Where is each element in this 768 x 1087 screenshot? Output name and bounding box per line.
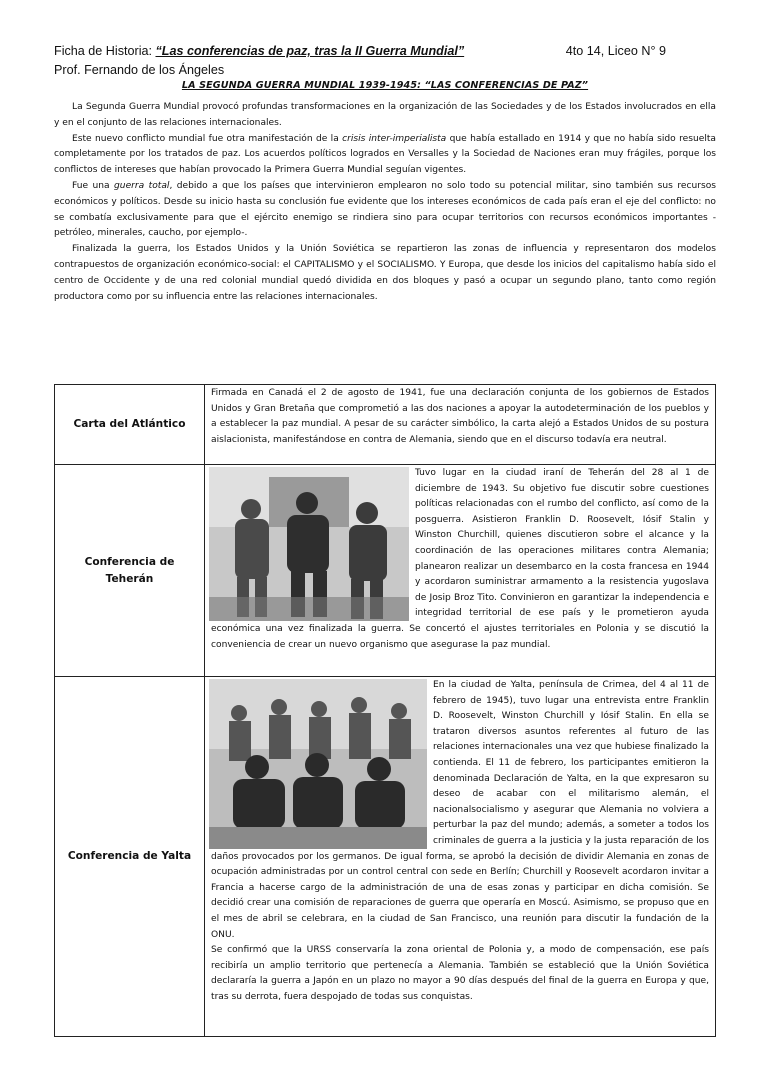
conferences-table bbox=[54, 384, 716, 1037]
yalta-conference-photo bbox=[209, 679, 427, 849]
introduction bbox=[54, 100, 716, 305]
intro-paragraph: Finalizada la guerra, los Estados Unidos y la Unión Soviética se repartieron las zonas de influencia y representaron dos modelos contrapuestos de organización económico-social: el CAPITALISMO y el SOCIALISMO. Y Europa, que desde los inicios del capitalismo había sido el centro de Occidente y de una red colonial mundial quedó dividida en dos bloques y pasó a ocupar un segundo plano, tanto como región productora como por su influencia entre las relaciones internacionales. bbox=[54, 244, 716, 302]
worksheet-heading bbox=[54, 42, 464, 61]
intro-paragraph: La Segunda Guerra Mundial provocó profundas transformaciones en la organización de las Sociedades y de los Estados involucrados en ella y en el conjunto de las relaciones internacionales. bbox=[54, 102, 716, 128]
intro-paragraph: Este nuevo conflicto mundial fue otra manifestación de la crisis inter-imperialista que había estallado en 1914 y que no había sido resuelta completamente por los tratados de paz. Los acuerdos políticos logrados en Versalles y la Sociedad de Naciones eran muy frágiles, porque los conflictos de intereses que habían provocado la Primera Guerra Mundial seguían vigentes. bbox=[54, 133, 717, 176]
course-label: 4to 14, Liceo N° 9 bbox=[565, 44, 666, 58]
conference-name: Carta del Atlántico bbox=[55, 385, 205, 465]
page-title: LA SEGUNDA GUERRA MUNDIAL 1939-1945: “LAS CONFERENCIAS DE PAZ” bbox=[181, 80, 589, 91]
teheran-conference-photo bbox=[209, 467, 409, 621]
conference-description: Tuvo lugar en la ciudad iraní de Teherán del 28 al 1 de diciembre de 1943. Su objetivo fue discutir sobre cuestiones políticas relacionadas con el rumbo del conflicto, así como de la posguerra. Asistieron Franklin D. Roosevelt, Iósif Stalin y Winston Churchill, quienes discutieron sobre el alcance y la coordinación de las operaciones militares contra Alemania; planearon realizar un desembarco en la costa francesa en 1944 y acordaron suministrar armamento a la resistencia yugoslava de Josip Broz Tito. Convinieron en garantizar la independencia e integridad territorial de ese país y le prometieron ayuda económica una vez finalizada la guerra. Se concertó el ajustes territoriales en Polonia y se discutió la conveniencia de crear un nuevo organismo que asegurase la paz mundial. bbox=[205, 465, 716, 677]
intro-paragraph: Fue una guerra total, debido a que los países que intervinieron emplearon no solo todo su potencial militar, sino también sus recursos económicos y políticos. Desde su inicio hasta su conclusión fue evidente que los intereses económicos de cada país eran el eje del conflicto: no se combatía exclusivamente para que el ejército enemigo se rindiera sino para ocupar territorios con recursos económicos importantes -petróleo, minerales, caucho, por ejemplo-. bbox=[54, 180, 716, 239]
table-row bbox=[55, 677, 716, 1037]
table-row bbox=[55, 385, 716, 465]
worksheet-prefix: Ficha de Historia: bbox=[54, 44, 156, 58]
worksheet-title: “Las conferencias de paz, tras la II Guerra Mundial” bbox=[155, 44, 465, 58]
conference-description: Firmada en Canadá el 2 de agosto de 1941, fue una declaración conjunta de los gobiernos de Estados Unidos y Gran Bretaña que comprometió a las dos naciones a apoyar la autodeterminación de los pueblos y a establecer la paz mundial. A pesar de su carácter simbólico, la carta alejó a Estados Unidos de su postura aislacionista, manifestándose en contra de Alemania, siendo que en el discurso todavía era neutral. bbox=[205, 385, 716, 465]
document-header bbox=[54, 42, 716, 80]
conference-name: Conferencia de Teherán bbox=[55, 465, 205, 677]
teacher-label: Prof. Fernando de los Ángeles bbox=[54, 63, 225, 77]
conference-description: En la ciudad de Yalta, península de Crimea, del 4 al 11 de febrero de 1945), tuvo lugar una entrevista entre Franklin D. Roosevelt, Winston Churchill y Iósif Stalin. En ella se trataron diversos asuntos referentes al futuro de las relaciones internacionales una vez que hubiese finalizado la contienda. El 11 de febrero, los participantes emitieron la denominada Declaración de Yalta, en la que expresaron su deseo de acabar con el militarismo alemán, el nacionalsocialismo y asegurar que Alemania no volviera a perturbar la paz del mundo; además, a someter a todos los criminales de guerra a la justicia y la justa reparación de los daños provocados por los germanos. De igual forma, se aprobó la decisión de dividir Alemania en zonas de ocupación administradas por un control central con sede en Berlín; Churchill y Roosevelt acordaron invitar a Francia a hacerse cargo de la administración de una de esas zonas y participar en dicha comisión. Se decidió crear una comisión de reparaciones de guerra que operaría en Moscú. Asimismo, se propuso que en el mes de abril se celebrara, en la ciudad de San Francisco, una reunión para discutir la fundación de la ONU. Se confirmó que la URSS conservaría la zona oriental de Polonia y, a modo de compensación, ese país recibiría un amplio territorio que pertenecía a Alemania. También se estableció que la Unión Soviética declararía la guerra a Japón en un plazo no mayor a 90 días después del final de la guerra en Europa y que, tras su derrota, fuera despojado de todas sus conquistas. bbox=[205, 677, 716, 1037]
table-row bbox=[55, 465, 716, 677]
conference-name: Conferencia de Yalta bbox=[55, 677, 205, 1037]
